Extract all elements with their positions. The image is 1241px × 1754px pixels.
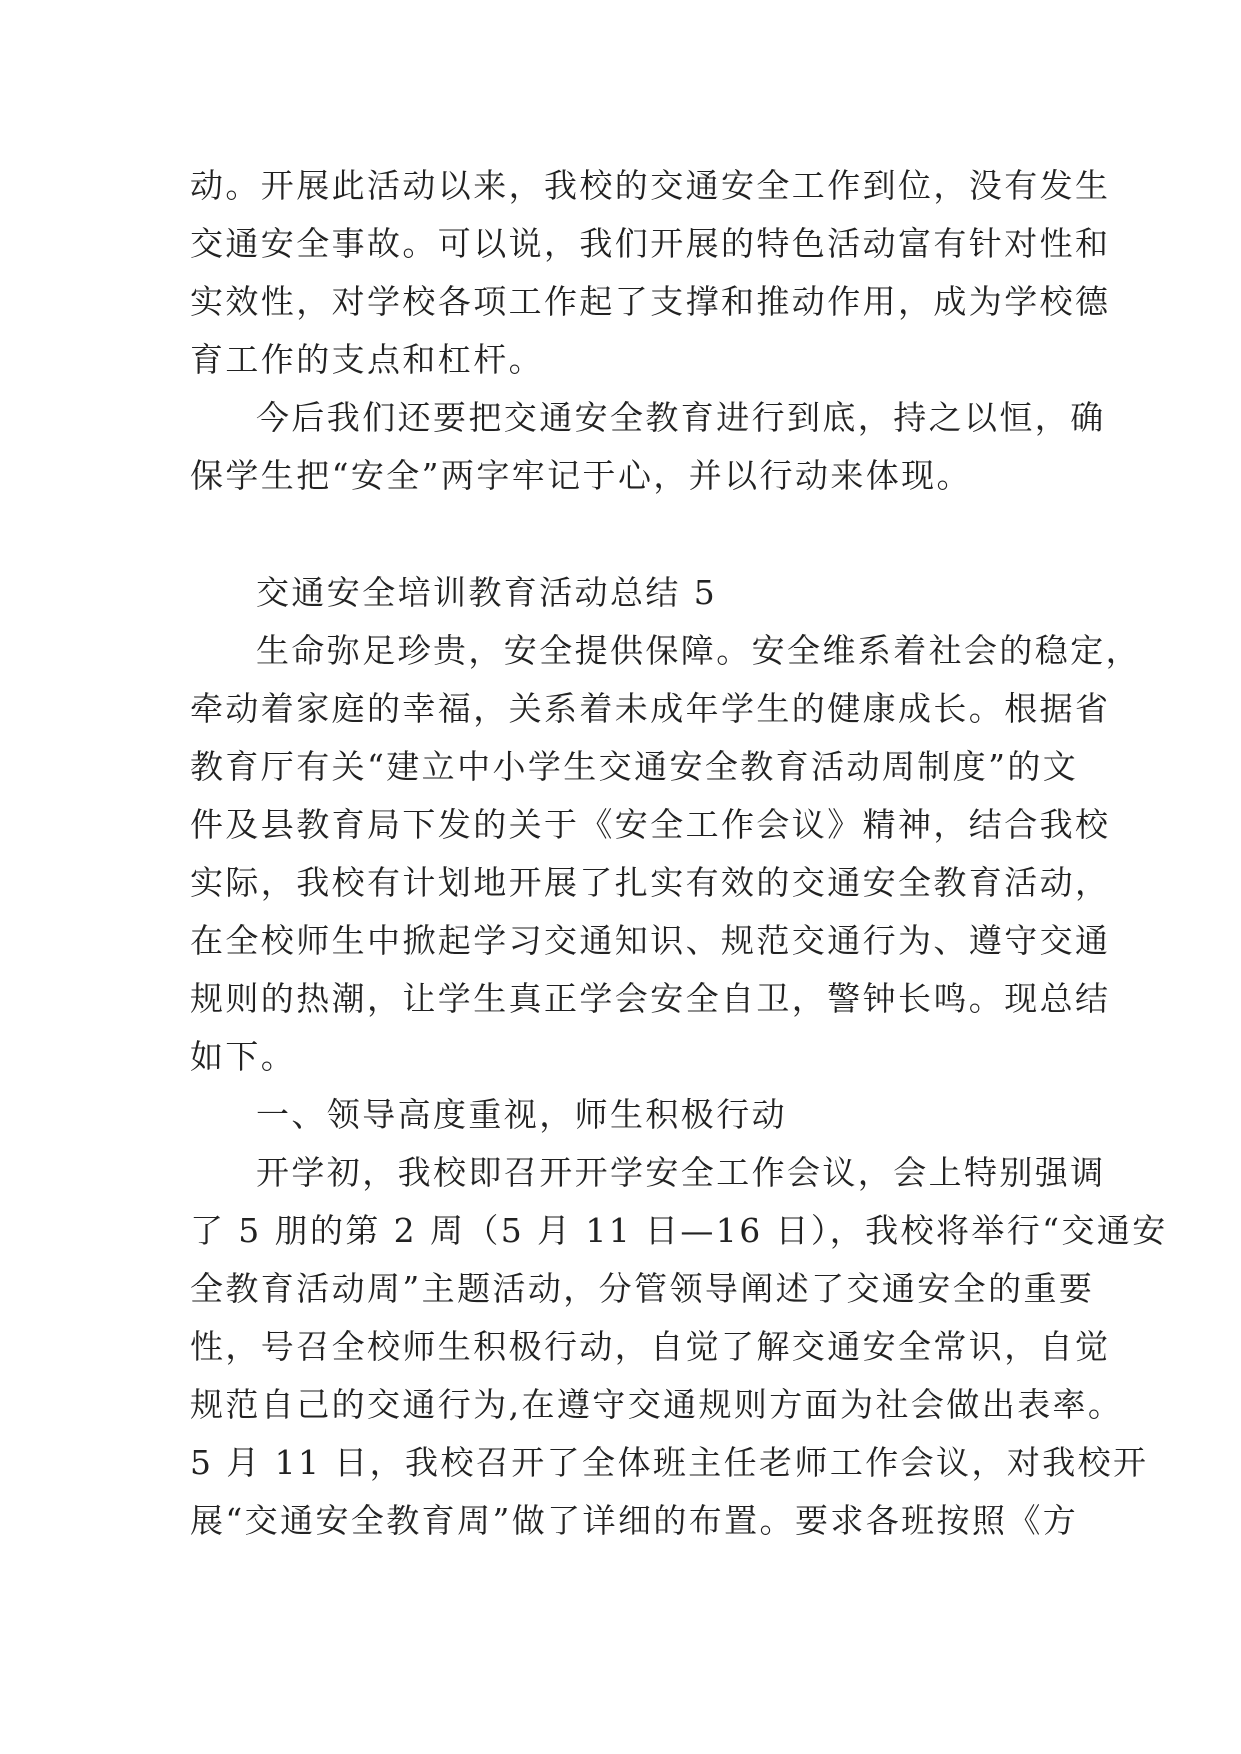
paragraph-line: 育工作的支点和杠杆。	[190, 340, 544, 379]
paragraph-line: 了 5 朋的第 2 周（5 月 11 日—16 日），我校将举行“交通安	[190, 1211, 1168, 1250]
paragraph-line: 保学生把“安全”两字牢记于心，并以行动来体现。	[190, 456, 972, 495]
paragraph-line: 教育厅有关“建立中小学生交通安全教育活动周制度”的文	[190, 747, 1079, 786]
paragraph-line: 规则的热潮，让学生真正学会安全自卫，警钟长鸣。现总结	[190, 979, 1111, 1018]
paragraph-line: 5 月 11 日，我校召开了全体班主任老师工作会议，对我校开	[190, 1443, 1149, 1482]
paragraph-line: 如下。	[190, 1037, 297, 1076]
paragraph-line: 性，号召全校师生积极行动，自觉了解交通安全常识，自觉	[190, 1327, 1111, 1366]
paragraph-line: 交通安全事故。可以说，我们开展的特色活动富有针对性和	[190, 224, 1111, 263]
paragraph-line: 动。开展此活动以来，我校的交通安全工作到位，没有发生	[190, 166, 1111, 205]
section-heading: 一、领导高度重视，师生积极行动	[256, 1095, 787, 1134]
paragraph-line: 规范自己的交通行为,在遵守交通规则方面为社会做出表率。	[190, 1385, 1124, 1424]
paragraph-line: 生命弥足珍贵，安全提供保障。安全维系着社会的稳定，	[256, 631, 1141, 670]
section-title: 交通安全培训教育活动总结 5	[256, 573, 718, 612]
paragraph-line: 实效性，对学校各项工作起了支撑和推动作用，成为学校德	[190, 282, 1111, 321]
paragraph-line: 开学初，我校即召开开学安全工作会议，会上特别强调	[256, 1153, 1106, 1192]
paragraph-line: 全教育活动周”主题活动，分管领导阐述了交通安全的重要	[190, 1269, 1095, 1308]
paragraph-line: 牵动着家庭的幸福，关系着未成年学生的健康成长。根据省	[190, 689, 1111, 728]
paragraph-line: 在全校师生中掀起学习交通知识、规范交通行为、遵守交通	[190, 921, 1111, 960]
paragraph-line: 件及县教育局下发的关于《安全工作会议》精神，结合我校	[190, 805, 1111, 844]
paragraph-line: 展“交通安全教育周”做了详细的布置。要求各班按照《方	[190, 1501, 1079, 1540]
paragraph-line: 今后我们还要把交通安全教育进行到底，持之以恒，确	[256, 398, 1106, 437]
paragraph-line: 实际，我校有计划地开展了扎实有效的交通安全教育活动，	[190, 863, 1111, 902]
